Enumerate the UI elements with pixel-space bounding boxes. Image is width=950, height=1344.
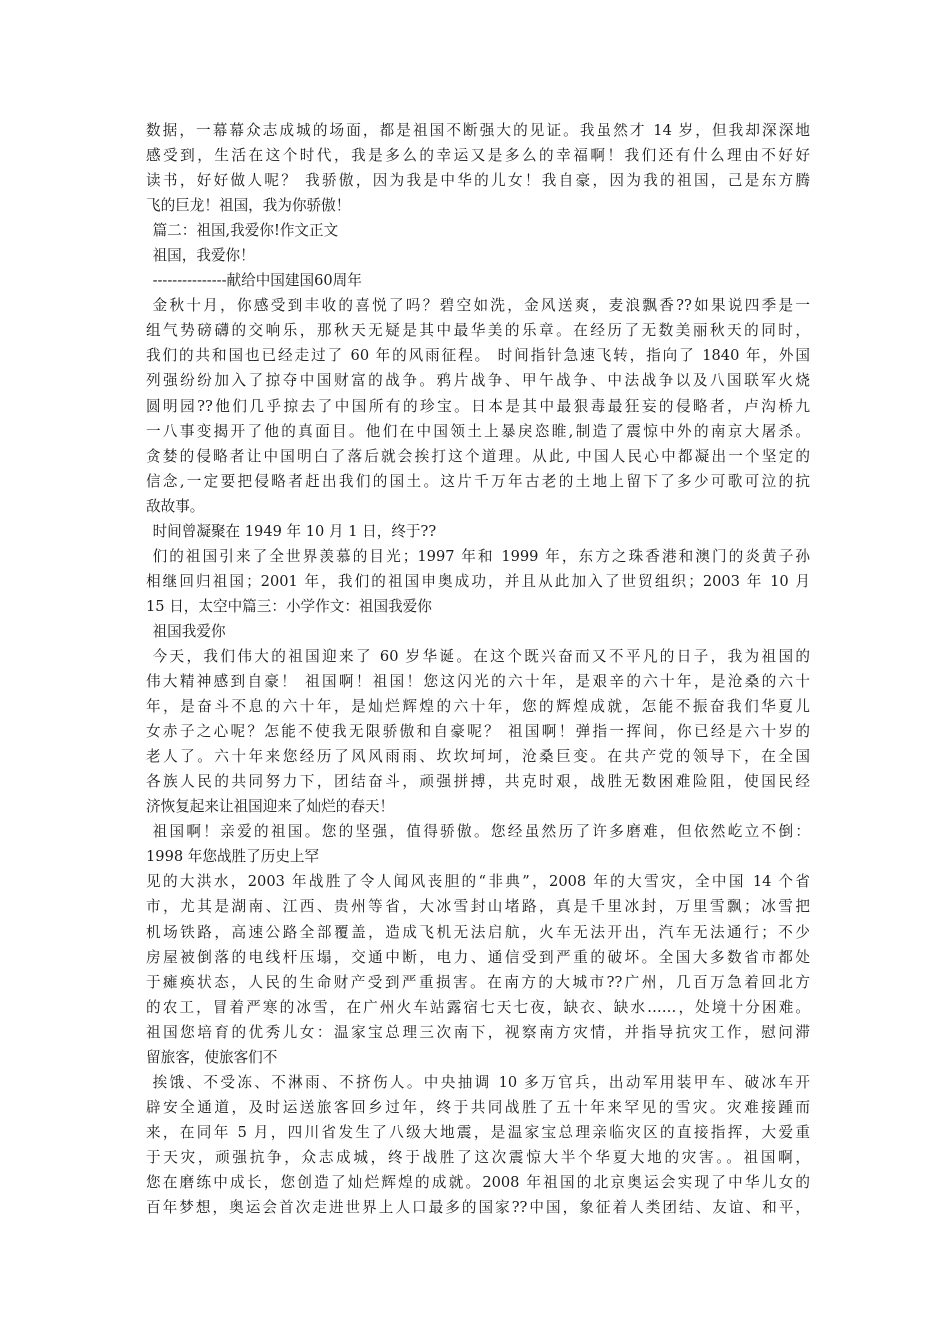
text-line: 市，尤其是湖南、江西、贵州等省，大冰雪封山堵路，真是千里冰封，万里雪飘；冰雪把 <box>146 898 810 916</box>
text-line: 见的大洪水，2003 年战胜了令人闻风丧胆的“非典”，2008 年的大雪灾，全中国 14 个省 <box>146 873 810 891</box>
text-line: 祖国我爱你 <box>152 622 226 640</box>
text-line: 篇二：祖国,我爱你!作文正文 <box>152 222 339 240</box>
text-line: ---------------献给中国建国60周年 <box>152 272 362 290</box>
text-line: 组气势磅礴的交响乐，那秋天无疑是其中最华美的乐章。在经历了无数美丽秋天的同时， <box>146 322 810 340</box>
text-line: 于天灾，顽强抗争，众志成城，终于战胜了这次震惊大半个华夏大地的灾害。。祖国啊， <box>146 1148 810 1166</box>
text-line: 列强纷纷加入了掠夺中国财富的战争。鸦片战争、甲午战争、中法战争以及八国联军火烧 <box>146 372 810 390</box>
text-line: 留旅客，使旅客们不 <box>146 1048 278 1066</box>
text-line: 百年梦想，奥运会首次走进世界上人口最多的国家??中国，象征着人类团结、友谊、和平， <box>146 1199 810 1217</box>
text-line: 伟大精神感到自豪！ 祖国啊！祖国！您这闪光的六十年，是艰辛的六十年，是沧桑的六十 <box>146 673 810 691</box>
text-line: 于瘫痪状态，人民的生命财产受到严重损害。在南方的大城市??广州，几百万急着回北方 <box>146 973 810 991</box>
text-line: 挨饿、不受冻、不淋雨、不挤伤人。中央抽调 10 多万官兵，出动军用装甲车、破冰车开 <box>152 1073 810 1091</box>
text-line: 时间曾凝聚在 1949 年 10 月 1 日，终于?? <box>152 522 437 540</box>
text-line: 祖国啊！亲爱的祖国。您的坚强，值得骄傲。您经虽然历了许多磨难，但依然屹立不倒： <box>152 823 810 841</box>
text-line: 信念,一定要把侵略者赶出我们的国土。这片千万年古老的土地上留下了多少可歌可泣的抗 <box>146 472 810 490</box>
text-line: 读书，好好做人呢？ 我骄傲，因为我是中华的儿女！我自豪，因为我的祖国，己是东方腾 <box>146 172 810 190</box>
text-line: 女赤子之心呢？怎能不使我无限骄傲和自豪呢？ 祖国啊！弹指一挥间，你已经是六十岁的 <box>146 723 810 741</box>
text-line: 年，是奋斗不息的六十年，是灿烂辉煌的六十年，您的辉煌成就，怎能不振奋我们华夏儿 <box>146 698 810 716</box>
text-line: 辟安全通道，及时运送旅客回乡过年，终于共同战胜了五十年来罕见的雪灾。灾难接踵而 <box>146 1098 810 1116</box>
text-line: 我们的共和国也已经走过了 60 年的风雨征程。 时间指针急速飞转，指向了 1840 年，外国 <box>146 347 810 365</box>
text-line: 感受到，生活在这个时代，我是多么的幸运又是多么的幸福啊！我们还有什么理由不好好 <box>146 147 810 165</box>
text-line: 金秋十月，你感受到丰收的喜悦了吗？碧空如洗，金风送爽，麦浪飘香??如果说四季是一 <box>152 297 810 315</box>
text-line: 数据，一幕幕众志成城的场面，都是祖国不断强大的见证。我虽然才 14 岁，但我却深深地 <box>146 122 810 139</box>
text-line: 老人了。六十年来您经历了风风雨雨、坎坎坷坷，沧桑巨变。在共产党的领导下，在全国 <box>146 748 810 766</box>
text-line: 1998 年您战胜了历史上罕 <box>146 848 320 866</box>
text-line: 今天，我们伟大的祖国迎来了 60 岁华诞。在这个既兴奋而又不平凡的日子，我为祖国的 <box>152 647 810 665</box>
text-line: 祖国您培育的优秀儿女：温家宝总理三次南下，视察南方灾情，并指导抗灾工作，慰问滞 <box>146 1023 810 1041</box>
text-line: 一八事变揭开了他的真面目。他们在中国领土上暴戾恣睢,制造了震惊中外的南京大屠杀。 <box>146 422 810 440</box>
text-line: 祖国，我爱你！ <box>152 247 255 265</box>
text-line: 贪婪的侵略者让中国明白了落后就会挨打这个道理。从此, 中国人民心中都凝出一个坚定的 <box>146 447 810 465</box>
text-line: 敌故事。 <box>146 497 205 515</box>
text-line: 来，在同年 5 月，四川省发生了八级大地震，是温家宝总理亲临灾区的直接指挥，大爱重 <box>146 1123 810 1141</box>
text-line: 的农工，冒着严寒的冰雪，在广州火车站露宿七天七夜，缺衣、缺水……，处境十分困难。 <box>146 998 810 1016</box>
text-line: 各族人民的共同努力下，团结奋斗，顽强拼搏，共克时艰，战胜无数困难险阻，使国民经 <box>146 773 810 791</box>
text-line: 机场铁路，高速公路全部覆盖，造成飞机无法启航，火车无法开出，汽车无法通行；不少 <box>146 923 810 941</box>
document-body <box>146 118 810 1220</box>
text-line: 圆明园??他们几乎掠去了中国所有的珍宝。日本是其中最狠毒最狂妄的侵略者，卢沟桥九 <box>146 397 810 415</box>
text-line: 您在磨练中成长，您创造了灿烂辉煌的成就。2008 年祖国的北京奥运会实现了中华儿女的 <box>146 1173 810 1191</box>
text-line: 相继回归祖国；2001 年，我们的祖国申奥成功，并且从此加入了世贸组织；2003 年 10 月 <box>146 572 810 590</box>
text-line: 济恢复起来让祖国迎来了灿烂的春天！ <box>146 798 395 816</box>
text-line: 15 日，太空中篇三：小学作文：祖国我爱你 <box>146 597 432 615</box>
text-line: 房屋被倒落的电线杆压塌，交通中断，电力、通信受到严重的破坏。全国大多数省市都处 <box>146 948 810 966</box>
text-line: 飞的巨龙！祖国，我为你骄傲！ <box>146 197 351 215</box>
text-line: 们的祖国引来了全世界羡慕的目光；1997 年和 1999 年，东方之珠香港和澳门的炎黄子孙 <box>152 547 810 565</box>
